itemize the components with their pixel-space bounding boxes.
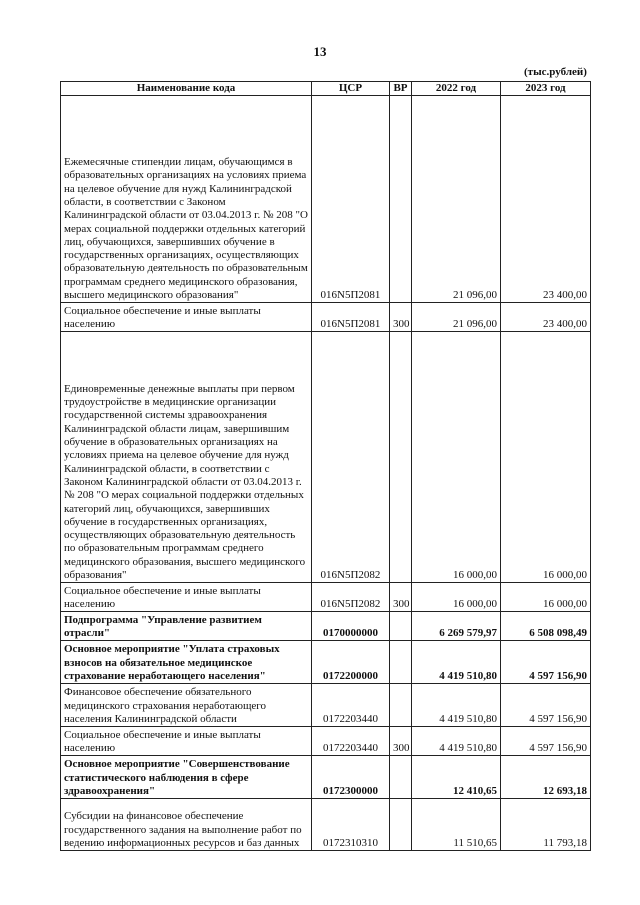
- table-row: [61, 96, 591, 303]
- row-vr-cell: [390, 612, 412, 641]
- table-row: [61, 641, 591, 684]
- row-2023-cell: 6 508 098,49: [501, 612, 591, 641]
- row-vr-cell: 300: [390, 727, 412, 756]
- row-csr-cell: 0172200000: [312, 641, 390, 684]
- row-2022-cell: 6 269 579,97: [412, 612, 501, 641]
- row-2023-cell: 16 000,00: [501, 583, 591, 612]
- row-name-cell: Основное мероприятие "Совершенствование статистического наблюдения в сфере здравоохранения": [61, 756, 312, 799]
- row-name-cell: Социальное обеспечение и иные выплаты населению: [61, 583, 312, 612]
- row-2023-cell: 11 793,18: [501, 799, 591, 851]
- row-vr-cell: [390, 756, 412, 799]
- row-2022-cell: 4 419 510,80: [412, 727, 501, 756]
- table-row: [61, 583, 591, 612]
- col-header-csr: ЦСР: [312, 82, 390, 96]
- row-2022-cell: 12 410,65: [412, 756, 501, 799]
- table-row: [61, 684, 591, 727]
- row-csr-cell: 0172203440: [312, 684, 390, 727]
- table-header-row: [61, 82, 591, 96]
- row-csr-cell: 0170000000: [312, 612, 390, 641]
- row-csr-cell: 016N5П2082: [312, 583, 390, 612]
- page-number: 13: [313, 44, 327, 59]
- row-name-cell: Ежемесячные стипендии лицам, обучающимся в образовательных организациях на условиях приема на целевое обучение для нужд Калининградской области, в соответствии с Законом Калининградской области от 03.04.2013 г. № 208 "О мерах социальной поддержки отдельных категорий лиц, обучающихся, завершивших обучение в государственных организациях, осуществляющих образовательную деятельность по образовательным программам среднего медицинского образования, высшего медицинского образования": [61, 96, 312, 303]
- row-vr-cell: [390, 684, 412, 727]
- row-2022-cell: 4 419 510,80: [412, 641, 501, 684]
- col-header-name: Наименование кода: [61, 82, 312, 96]
- row-2023-cell: 12 693,18: [501, 756, 591, 799]
- table-row: [61, 727, 591, 756]
- row-name-cell: Основное мероприятие "Уплата страховых взносов на обязательное медицинское страхование неработающего населения": [61, 641, 312, 684]
- row-vr-cell: 300: [390, 303, 412, 332]
- row-name-cell: Субсидии на финансовое обеспечение государственного задания на выполнение работ по ведению информационных ресурсов и баз данных: [61, 799, 312, 851]
- row-2023-cell: 23 400,00: [501, 96, 591, 303]
- table-row: [61, 332, 591, 583]
- col-header-vr: ВР: [390, 82, 412, 96]
- row-vr-cell: [390, 332, 412, 583]
- row-csr-cell: 0172310310: [312, 799, 390, 851]
- table-row: [61, 303, 591, 332]
- table-row: [61, 799, 591, 851]
- row-csr-cell: 0172203440: [312, 727, 390, 756]
- row-2023-cell: 16 000,00: [501, 332, 591, 583]
- col-header-2023: 2023 год: [501, 82, 591, 96]
- row-vr-cell: [390, 641, 412, 684]
- row-name-cell: Подпрограмма "Управление развитием отрасли": [61, 612, 312, 641]
- col-header-2022: 2022 год: [412, 82, 501, 96]
- row-2022-cell: 21 096,00: [412, 303, 501, 332]
- row-2023-cell: 4 597 156,90: [501, 641, 591, 684]
- row-2022-cell: 4 419 510,80: [412, 684, 501, 727]
- row-2022-cell: 16 000,00: [412, 332, 501, 583]
- row-2023-cell: 23 400,00: [501, 303, 591, 332]
- row-name-cell: Финансовое обеспечение обязательного медицинского страхования неработающего населения Калининградской области: [61, 684, 312, 727]
- row-2022-cell: 11 510,65: [412, 799, 501, 851]
- units-label: (тыс.рублей): [524, 66, 587, 78]
- row-2022-cell: 16 000,00: [412, 583, 501, 612]
- row-csr-cell: 0172300000: [312, 756, 390, 799]
- row-name-cell: Социальное обеспечение и иные выплаты населению: [61, 727, 312, 756]
- row-csr-cell: 016N5П2081: [312, 303, 390, 332]
- table-row: [61, 612, 591, 641]
- row-vr-cell: [390, 799, 412, 851]
- row-2022-cell: 21 096,00: [412, 96, 501, 303]
- table-row: [61, 756, 591, 799]
- row-2023-cell: 4 597 156,90: [501, 727, 591, 756]
- row-csr-cell: 016N5П2081: [312, 96, 390, 303]
- row-vr-cell: 300: [390, 583, 412, 612]
- row-vr-cell: [390, 96, 412, 303]
- row-2023-cell: 4 597 156,90: [501, 684, 591, 727]
- budget-table: [60, 81, 591, 851]
- table-body: [61, 96, 591, 851]
- row-csr-cell: 016N5П2082: [312, 332, 390, 583]
- row-name-cell: Единовременные денежные выплаты при первом трудоустройстве в медицинские организации государственной системы здравоохранения Калининградской области лицам, завершившим обучение в образовательных организациях на условиях приема на целевое обучение для нужд Калининградской области, в соответствии с Законом Калининградской области от 03.04.2013 г. № 208 "О мерах социальной поддержки отдельных категорий лиц, обучающихся, завершивших обучение в государственных организациях, осуществляющих образовательную деятельность по образовательным программам среднего медицинского образования, высшего медицинского образования": [61, 332, 312, 583]
- row-name-cell: Социальное обеспечение и иные выплаты населению: [61, 303, 312, 332]
